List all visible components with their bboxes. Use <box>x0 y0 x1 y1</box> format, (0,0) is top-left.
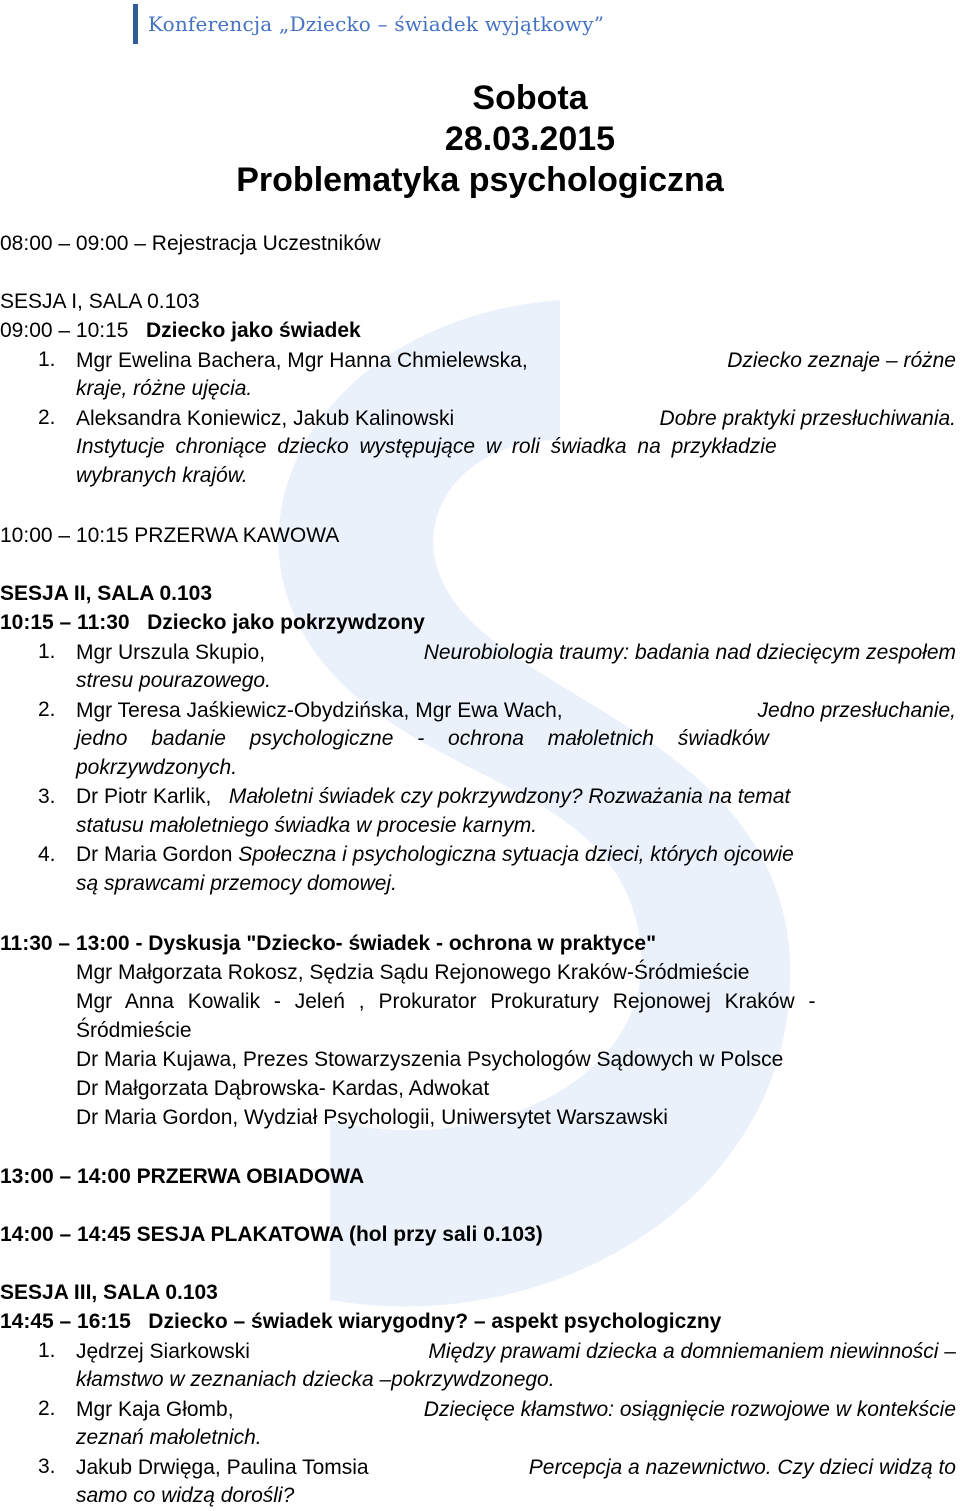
item-title: Małoletni świadek czy pokrzywdzony? Rozważania na temat <box>228 785 791 808</box>
item-title-cont: zeznań małoletnich. <box>76 1426 262 1449</box>
item-authors: Aleksandra Koniewicz, Jakub Kalinowski <box>76 407 455 430</box>
session3-time: 14:45 – 16:15 <box>0 1310 131 1333</box>
item-authors: Mgr Teresa Jaśkiewicz-Obydzińska, Mgr Ewa Wach, <box>76 699 563 722</box>
list-number: 2. <box>38 1397 56 1420</box>
item-title-cont: jedno badanie psychologiczne - ochrona małoletnich świadków <box>76 727 769 750</box>
day-topic: Problematyka psychologiczna <box>236 161 724 199</box>
day-date: 28.03.2015 <box>444 120 616 158</box>
item-title-cont: statusu małoletniego świadka w procesie karnym. <box>76 814 538 837</box>
list-item <box>76 404 956 433</box>
item-authors: Jakub Drwięga, Paulina Tomsia <box>76 1456 369 1479</box>
session1-heading: SESJA I, SALA 0.103 <box>0 290 200 313</box>
item-authors: Dr Piotr Karlik, <box>76 785 212 808</box>
session3-heading: SESJA III, SALA 0.103 <box>0 1281 218 1304</box>
item-title-cont: Instytucje chroniące dziecko występujące w roli świadka na przykładzie <box>76 435 777 458</box>
item-title-cont: stresu pourazowego. <box>76 669 271 692</box>
item-title-cont: pokrzywdzonych. <box>76 756 238 779</box>
item-authors: Mgr Ewelina Bachera, Mgr Hanna Chmielewska, <box>76 349 528 372</box>
panelist: Dr Maria Gordon, Wydział Psychologii, Uniwersytet Warszawski <box>76 1106 668 1129</box>
item-title: Neurobiologia traumy: badania nad dziecięcym zespołem <box>423 641 956 664</box>
list-item <box>76 346 956 375</box>
item-title: Jedno przesłuchanie, <box>757 699 956 722</box>
list-number: 1. <box>38 1339 56 1362</box>
discussion-heading: 11:30 – 13:00 - Dyskusja "Dziecko- świadek - ochrona w praktyce" <box>0 932 657 955</box>
list-item <box>76 1453 956 1482</box>
list-number: 3. <box>38 785 56 808</box>
session3-time-theme <box>0 1308 721 1336</box>
item-authors: Mgr Urszula Skupio, <box>76 641 266 664</box>
list-number: 1. <box>38 640 56 663</box>
registration-line: 08:00 – 09:00 – Rejestracja Uczestników <box>0 232 381 255</box>
item-title: Dobre praktyki przesłuchiwania. <box>659 407 956 430</box>
list-item <box>76 696 956 725</box>
panelist: Mgr Małgorzata Rokosz, Sędzia Sądu Rejonowego Kraków-Śródmieście <box>76 961 750 984</box>
item-title: Między prawami dziecka a domniemaniem niewinności – <box>428 1340 956 1363</box>
list-number: 2. <box>38 698 56 721</box>
item-title: Percepcja a nazewnictwo. Czy dzieci widzą to <box>528 1456 956 1479</box>
list-number: 1. <box>38 348 56 371</box>
day-title-block <box>224 78 736 201</box>
item-title-cont: kłamstwo w zeznaniach dziecka –pokrzywdzonego. <box>76 1368 555 1391</box>
list-item <box>76 841 794 869</box>
conference-title: Konferencja „Dziecko – świadek wyjątkowy” <box>148 12 605 36</box>
poster-session: 14:00 – 14:45 SESJA PLAKATOWA (hol przy sali 0.103) <box>0 1223 543 1246</box>
panelist: Dr Maria Kujawa, Prezes Stowarzyszenia Psychologów Sądowych w Polsce <box>76 1048 784 1071</box>
item-authors: Dr Maria Gordon <box>76 843 233 866</box>
conference-header <box>133 4 604 44</box>
item-title: Dziecko zeznaje – różne <box>727 349 956 372</box>
list-item <box>76 1337 956 1366</box>
item-title-cont: samo co widzą dorośli? <box>76 1484 295 1507</box>
coffee-break: 10:00 – 10:15 PRZERWA KAWOWA <box>0 524 340 547</box>
session1-theme: Dziecko jako świadek <box>145 319 361 342</box>
session2-time: 10:15 – 11:30 <box>0 611 130 634</box>
panelist: Mgr Anna Kowalik - Jeleń , Prokurator Prokuratury Rejonowej Kraków - <box>76 990 816 1013</box>
item-title: Dziecięce kłamstwo: osiągnięcie rozwojowe w kontekście <box>423 1398 956 1421</box>
list-number: 3. <box>38 1455 56 1478</box>
list-item <box>76 783 790 811</box>
item-title-cont: wybranych krajów. <box>76 464 248 487</box>
session3-theme: Dziecko – świadek wiarygodny? – aspekt psychologiczny <box>148 1310 722 1333</box>
panelist: Dr Małgorzata Dąbrowska- Kardas, Adwokat <box>76 1077 490 1100</box>
list-number: 2. <box>38 406 56 429</box>
item-title: Społeczna i psychologiczna sytuacja dzieci, których ojcowie <box>238 843 794 866</box>
list-number: 4. <box>38 843 56 866</box>
list-item <box>76 1395 956 1424</box>
session2-theme: Dziecko jako pokrzywdzony <box>147 611 425 634</box>
day-name: Sobota <box>472 79 588 117</box>
item-authors: Mgr Kaja Głomb, <box>76 1398 234 1421</box>
session2-heading: SESJA II, SALA 0.103 <box>0 582 213 605</box>
list-item <box>76 638 956 667</box>
item-title-cont: są sprawcami przemocy domowej. <box>76 872 397 895</box>
session2-time-theme <box>0 609 425 637</box>
item-authors: Jędrzej Siarkowski <box>76 1340 250 1363</box>
panelist: Śródmieście <box>76 1019 192 1042</box>
session1-time: 09:00 – 10:15 <box>0 319 129 342</box>
lunch-break: 13:00 – 14:00 PRZERWA OBIADOWA <box>0 1165 365 1188</box>
session1-time-theme <box>0 317 361 345</box>
item-title-cont: kraje, różne ujęcia. <box>76 377 253 400</box>
